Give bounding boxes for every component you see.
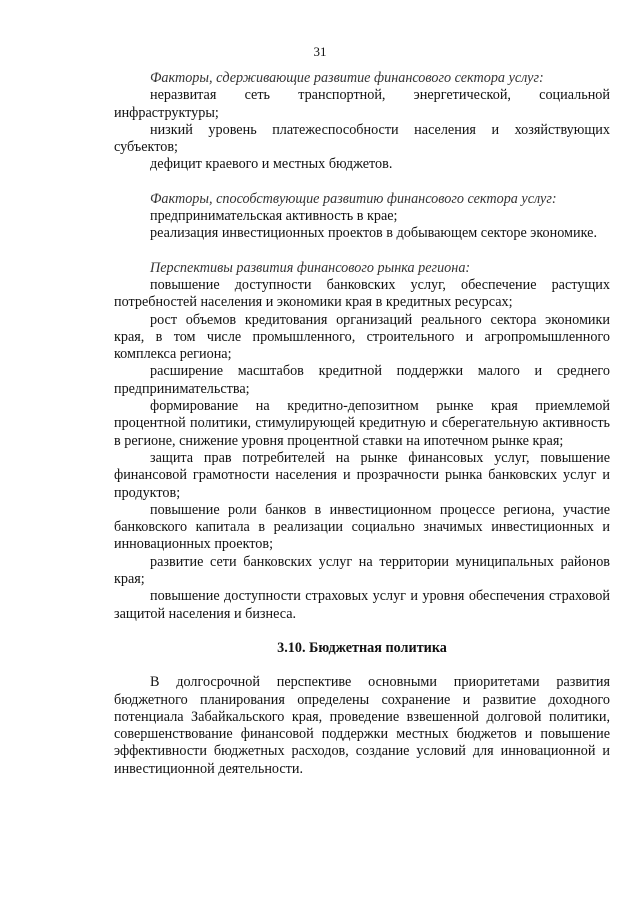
- list-item: защита прав потребителей на рынке финансовых услуг, повышение финансовой грамотности населения и прозрачности рынка банковских услуг и продуктов;: [114, 449, 610, 501]
- budget-policy-paragraph: В долгосрочной перспективе основными приоритетами развития бюджетного планирования определены сохранение и развитие доходного потенциала Забайкальского края, проведение взвешенной долговой политики, совершенствование финансовой поддержки местных бюджетов и повышение эффективности бюджетных расходов, создание условий для инновационной и инвестиционной деятельности.: [114, 674, 610, 777]
- list-item: развитие сети банковских услуг на территории муниципальных районов края;: [114, 553, 610, 588]
- list-item: низкий уровень платежеспособности населения и хозяйствующих субъектов;: [114, 121, 610, 156]
- supporting-factors-heading: Факторы, способствующие развитию финансового сектора услуг:: [150, 190, 557, 207]
- constraining-factors-heading: Факторы, сдерживающие развитие финансового сектора услуг:: [150, 70, 544, 86]
- list-item: рост объемов кредитования организаций реального сектора экономики края, в том числе промышленного, строительного и агропромышленного комплекса региона;: [114, 311, 610, 363]
- spacer: [114, 623, 610, 640]
- list-item: неразвитая сеть транспортной, энергетической, социальной инфраструктуры;: [114, 87, 610, 121]
- list-item: расширение масштабов кредитной поддержки малого и среднего предпринимательства;: [114, 363, 610, 397]
- list-item: реализация инвестиционных проектов в добывающем секторе экономике.: [150, 225, 598, 242]
- spacer: [114, 243, 610, 260]
- list-item: дефицит краевого и местных бюджетов.: [150, 156, 393, 173]
- list-item: повышение роли банков в инвестиционном процессе региона, участие банковского капитала в реализации социально значимых инвестиционных и инновационных проектов;: [114, 501, 610, 553]
- list-item: формирование на кредитно-депозитном рынке края приемлемой процентной политики, стимулирующей кредитную и сберегательную активность в регионе, снижение уровня процентной ставки на ипотечном рынке края;: [114, 398, 610, 449]
- spacer: [114, 657, 610, 674]
- list-item: повышение доступности банковских услуг, обеспечение растущих потребностей населения и экономики края в кредитных ресурсах;: [114, 276, 610, 311]
- market-prospects-heading: Перспективы развития финансового рынка региона:: [150, 259, 471, 276]
- spacer: [114, 174, 610, 191]
- section-title: 3.10. Бюджетная политика: [277, 639, 447, 656]
- list-item: предпринимательская активность в крае;: [150, 208, 398, 225]
- list-item: повышение доступности страховых услуг и уровня обеспечения страховой защитой населения и бизнеса.: [114, 588, 610, 622]
- page-number: 31: [313, 44, 327, 59]
- page-content: [114, 70, 610, 778]
